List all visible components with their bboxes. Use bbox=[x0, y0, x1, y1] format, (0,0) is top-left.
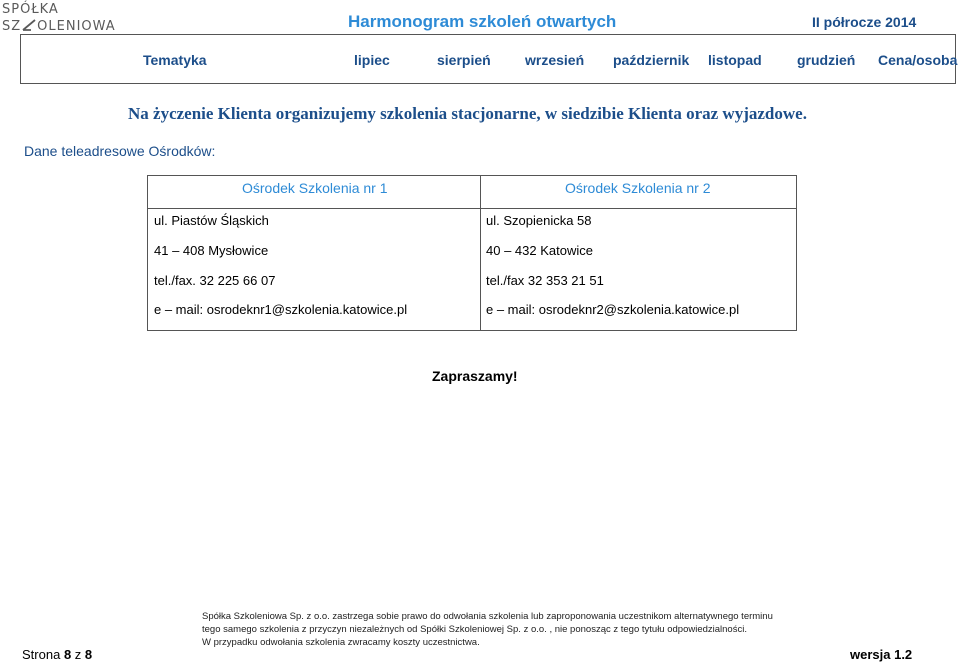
column-july: lipiec bbox=[354, 52, 390, 68]
contacts-label: Dane teleadresowe Ośrodków: bbox=[24, 143, 216, 159]
centre-2-email: e – mail: osrodeknr2@szkolenia.katowice.pl bbox=[486, 302, 740, 317]
centre-1-city: 41 – 408 Mysłowice bbox=[154, 243, 269, 258]
schedule-header-row bbox=[20, 34, 956, 84]
centre-2-city: 40 – 432 Katowice bbox=[486, 243, 593, 258]
centre-1-name: Ośrodek Szkolenia nr 1 bbox=[242, 180, 388, 196]
column-december: grudzień bbox=[797, 52, 856, 68]
logo-line-2-prefix: SZ bbox=[2, 19, 22, 34]
page-label: Strona bbox=[22, 647, 61, 662]
info-text: Na życzenie Klienta organizujemy szkolenia stacjonarne, w siedzibie Klienta oraz wyjazdowe. bbox=[128, 104, 807, 123]
centres-divider bbox=[480, 176, 481, 330]
logo-swoosh-icon bbox=[22, 19, 36, 31]
centre-1-email: e – mail: osrodeknr1@szkolenia.katowice.pl bbox=[154, 302, 408, 317]
page-current: 8 bbox=[63, 647, 72, 662]
page-separator: z bbox=[74, 647, 82, 662]
centres-table bbox=[147, 175, 797, 331]
column-august: sierpień bbox=[437, 52, 491, 68]
centre-2-phone: tel./fax 32 353 21 51 bbox=[486, 273, 604, 288]
centre-2-street: ul. Szopienicka 58 bbox=[486, 213, 592, 228]
column-price: Cena/osoba bbox=[878, 52, 958, 68]
column-topic: Tematyka bbox=[143, 52, 207, 68]
fine-print-line: W przypadku odwołania szkolenia zwracamy koszty uczestnictwa. bbox=[202, 637, 480, 648]
centre-2-name: Ośrodek Szkolenia nr 2 bbox=[565, 180, 711, 196]
page-number bbox=[22, 647, 92, 662]
column-november: listopad bbox=[708, 52, 762, 68]
logo-line-2-suffix: OLENIOWA bbox=[37, 19, 116, 34]
centre-1-street: ul. Piastów Śląskich bbox=[154, 213, 269, 228]
column-september: wrzesień bbox=[525, 52, 585, 68]
company-logo bbox=[2, 2, 116, 36]
centre-1-phone: tel./fax. 32 225 66 07 bbox=[154, 273, 276, 288]
closing-text: Zapraszamy! bbox=[432, 368, 518, 384]
fine-print-line: tego samego szkolenia z przyczyn niezależnych od Spółki Szkoleniowej Sp. z o.o. , nie ponosząc z tego tytułu odpowiedzialności. bbox=[202, 624, 747, 635]
fine-print bbox=[202, 610, 822, 649]
column-october: październik bbox=[613, 52, 690, 68]
page-title: Harmonogram szkoleń otwartych bbox=[348, 12, 617, 31]
logo-line-2 bbox=[2, 19, 116, 34]
page-total: 8 bbox=[84, 647, 93, 662]
version-label: wersja 1.2 bbox=[850, 647, 913, 662]
fine-print-line: Spółka Szkoleniowa Sp. z o.o. zastrzega sobie prawo do odwołania szkolenia lub zaproponowania uczestnikom alternatywnego terminu bbox=[202, 611, 773, 622]
logo-line-1: SPÓŁKA bbox=[2, 2, 59, 17]
period-label: II półrocze 2014 bbox=[812, 14, 917, 30]
